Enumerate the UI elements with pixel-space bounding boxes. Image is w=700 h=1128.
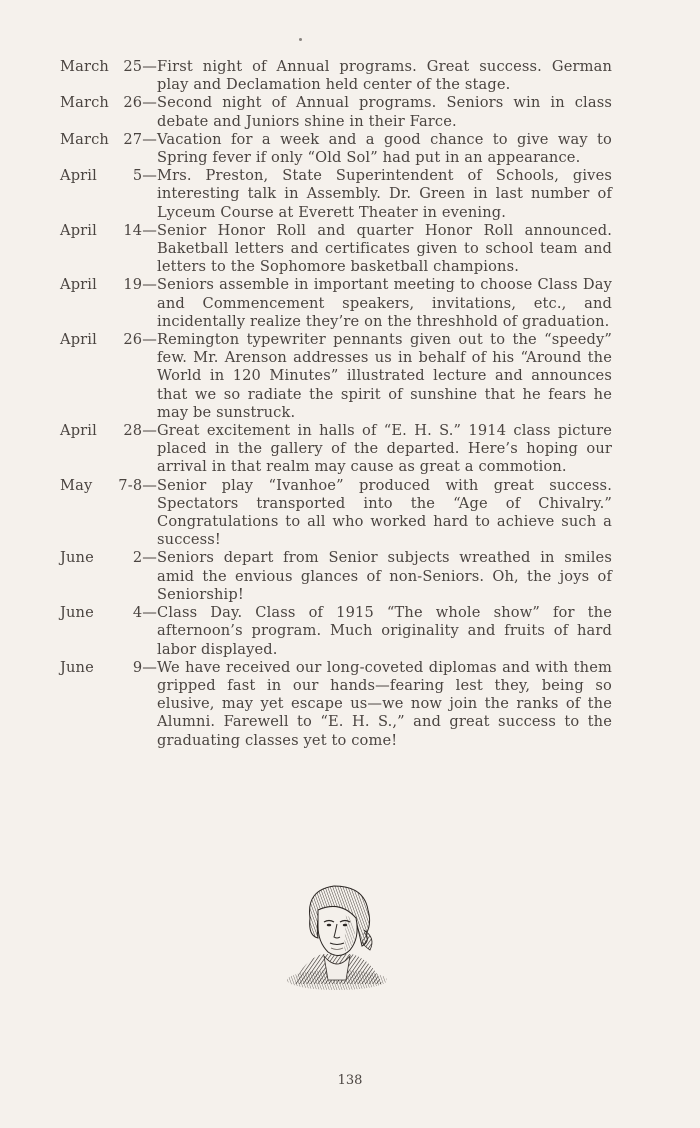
entry-dash: — — [142, 167, 157, 185]
calendar-entry — [60, 222, 612, 277]
entry-date — [60, 331, 157, 422]
entry-month: March — [60, 94, 109, 112]
entry-text: Seniors assemble in important meeting to choose Class Day and Commencement speakers, invitations, etc., and incidentally realize they’re on the threshhold of graduation. — [157, 276, 612, 330]
page-number: 138 — [337, 1073, 363, 1088]
entry-text: Class Day. Class of 1915 “The whole show” for the afternoon’s program. Much originality and fruits of hard labor displayed. — [157, 604, 612, 658]
entry-date — [60, 549, 157, 604]
entry-month: April — [60, 221, 97, 239]
entry-day: 19 — [123, 276, 143, 294]
entry-text: Remington typewriter pennants given out to the “speedy” few. Mr. Arenson addresses us in behalf of his “Around the World in 120 Minutes” illustrated lecture and announces that we so radiate the spirit of sunshine that he fears he may be sunstruck. — [157, 331, 612, 421]
calendar-entry — [60, 331, 612, 422]
entry-date — [60, 131, 157, 167]
entry-dash: — — [142, 549, 157, 567]
entry-dash: — — [142, 422, 157, 440]
calendar-entry — [60, 94, 612, 130]
entry-day: 7-8 — [118, 476, 143, 494]
entry-day: 26 — [123, 94, 143, 112]
entry-text: Great excitement in halls of “E. H. S.” 1914 class picture placed in the gallery of the departed. Here’s hoping our arrival in that realm may cause as great a commotion. — [157, 422, 612, 476]
entry-text: Mrs. Preston, State Superintendent of Schools, gives interesting talk in Assembly. Dr. Green in last number of Lyceum Course at Everett Theater in evening. — [157, 167, 612, 221]
entry-date — [60, 422, 157, 477]
calendar-entry — [60, 276, 612, 331]
entry-month: March — [60, 130, 109, 148]
calendar-entry — [60, 422, 612, 477]
entry-dash: — — [142, 476, 157, 494]
calendar-entries — [60, 58, 612, 750]
entry-dash: — — [142, 658, 157, 676]
entry-dash: — — [142, 130, 157, 148]
entry-date — [60, 222, 157, 277]
entry-date — [60, 58, 157, 94]
entry-text: First night of Annual programs. Great success. German play and Declamation held center of the stage. — [157, 58, 612, 94]
entry-dash: — — [142, 94, 157, 112]
entry-month: June — [60, 658, 94, 676]
entry-day: 9 — [132, 658, 143, 676]
entry-month: April — [60, 331, 97, 349]
entry-month: April — [60, 276, 97, 294]
entry-day: 14 — [123, 221, 143, 239]
calendar-entry — [60, 659, 612, 750]
entry-day: 26 — [123, 331, 143, 349]
entry-day: 27 — [123, 130, 143, 148]
entry-date — [60, 276, 157, 331]
entry-text: Seniors depart from Senior subjects wreathed in smiles amid the envious glances of non-Seniors. Oh, the joys of Seniorship! — [157, 549, 612, 603]
entry-text: Vacation for a week and a good chance to give way to Spring fever if only “Old Sol” had put in an appearance. — [157, 130, 612, 167]
entry-dash: — — [142, 58, 157, 75]
calendar-entry — [60, 167, 612, 222]
entry-month: June — [60, 549, 94, 567]
entry-month: June — [60, 604, 94, 622]
entry-day: 5 — [132, 167, 143, 185]
entry-text: Senior Honor Roll and quarter Honor Roll announced. Baketball letters and certificates given to school team and letters to the Sophomore basketball champions. — [157, 221, 612, 276]
entry-dash: — — [142, 221, 157, 239]
entry-month: April — [60, 167, 97, 185]
portrait-engraving — [284, 880, 390, 992]
entry-month: April — [60, 422, 97, 440]
entry-day: 28 — [123, 422, 143, 440]
calendar-entry — [60, 604, 612, 659]
entry-month: March — [60, 58, 109, 75]
entry-day: 25 — [123, 58, 143, 75]
entry-day: 4 — [132, 604, 143, 622]
ornament-dot — [299, 38, 302, 41]
calendar-entry — [60, 549, 612, 604]
entry-date — [60, 94, 157, 130]
entry-text: Senior play “Ivanhoe” produced with great success. Spectators transported into the “Age of Chivalry.” Congratulations to all who worked hard to achieve such a success! — [157, 476, 612, 549]
entry-dash: — — [142, 276, 157, 294]
entry-text: Second night of Annual programs. Seniors win in class debate and Juniors shine in their Farce. — [157, 94, 612, 130]
calendar-entry — [60, 58, 612, 94]
entry-date — [60, 604, 157, 659]
entry-date — [60, 477, 157, 550]
entry-date — [60, 167, 157, 222]
entry-dash: — — [142, 604, 157, 622]
entry-text: We have received our long-coveted diplomas and with them gripped fast in our hands—fearing lest they, being so elusive, may yet escape us—we now join the ranks of the Alumni. Farewell to “E. H. S.,” and great success to the graduating classes yet to come! — [157, 658, 612, 749]
calendar-entry — [60, 131, 612, 167]
calendar-entry — [60, 477, 612, 550]
entry-dash: — — [142, 331, 157, 349]
entry-month: May — [60, 476, 93, 494]
entry-day: 2 — [132, 549, 143, 567]
entry-date — [60, 659, 157, 750]
